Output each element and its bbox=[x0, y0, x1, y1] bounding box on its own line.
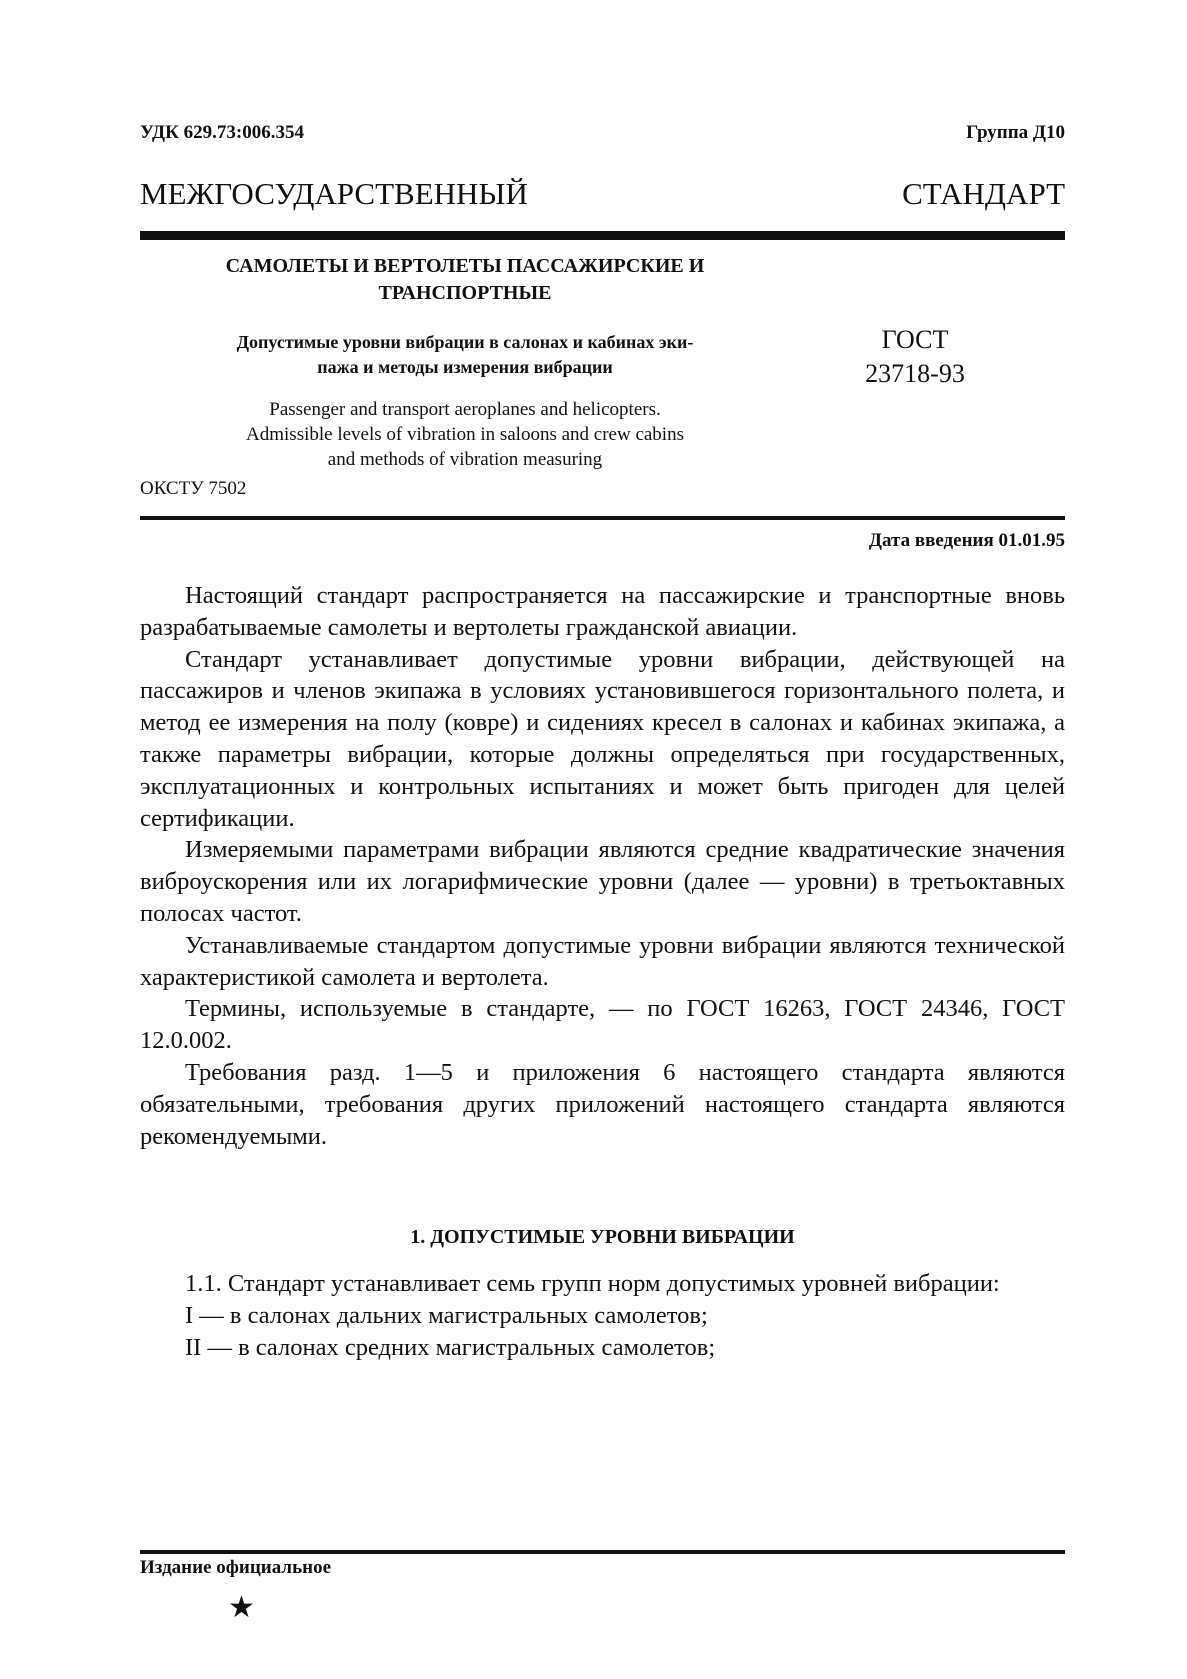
list-item: I — в салонах дальних магистральных самолетов; bbox=[185, 1301, 708, 1329]
paragraph: 1.1. Стандарт устанавливает семь групп норм допустимых уровней вибрации: bbox=[185, 1270, 1000, 1297]
paragraph: Термины, используемые в стандарте, — по ГОСТ 16263, ГОСТ 24346, ГОСТ 12.0.002. bbox=[140, 995, 1065, 1055]
introduction-date: Дата введения 01.01.95 bbox=[868, 530, 1065, 551]
english-title-line: Passenger and transport aeroplanes and helicopters. bbox=[269, 399, 661, 420]
standard-type-heading: МЕЖГОСУДАРСТВЕННЫЙ СТАНДАРТ bbox=[140, 176, 1065, 211]
english-title-line: and methods of vibration measuring bbox=[327, 449, 603, 470]
document-title bbox=[140, 253, 790, 307]
edition-label: Издание официальное bbox=[140, 1557, 332, 1578]
document-title-line: САМОЛЕТЫ И ВЕРТОЛЕТЫ ПАССАЖИРСКИЕ И bbox=[225, 255, 705, 277]
paragraph: Устанавливаемые стандартом допустимые уровни вибрации являются технической характеристикой самолета и вертолета. bbox=[140, 931, 1065, 991]
gost-number: 23718-93 bbox=[865, 359, 965, 388]
okstu-code: ОКСТУ 7502 bbox=[140, 478, 247, 499]
footer-divider bbox=[140, 1550, 1065, 1554]
gost-label: ГОСТ bbox=[881, 325, 949, 354]
paragraph: Стандарт устанавливает допустимые уровни вибрации, действующей на пассажиров и членов экипажа в условиях установившегося горизонтального полета, и метод ее измерения на полу (ковре) и сидениях кресел в салонах и кабинах экипажа, а также параметры вибрации, которые должны определяться при государственных, эксплуатационных и контрольных испытаниях и может быть пригоден для целей сертификации. bbox=[140, 645, 1065, 832]
body-text bbox=[140, 580, 1065, 1152]
paragraph: Измеряемыми параметрами вибрации являются средние квадратические значения виброускорения или их логарифмические уровни (далее — уровни) в третьоктавных полосах частот. bbox=[140, 836, 1065, 927]
english-title-line: Admissible levels of vibration in saloons and crew cabins bbox=[246, 424, 684, 445]
group-code: Группа Д10 bbox=[966, 122, 1065, 143]
section-text bbox=[140, 1268, 1065, 1363]
document-subtitle-line: Допустимые уровни вибрации в салонах и кабинах эки- bbox=[236, 332, 694, 352]
document-subtitle-line: пажа и методы измерения вибрации bbox=[317, 357, 613, 377]
paragraph: Требования разд. 1—5 и приложения 6 настоящего стандарта являются обязательными, требования других приложений настоящего стандарта являются рекомендуемыми. bbox=[140, 1058, 1065, 1150]
document-title-line: ТРАНСПОРТНЫЕ bbox=[378, 282, 552, 304]
paragraph: Настоящий стандарт распространяется на пассажирские и транспортные вновь разрабатываемые самолеты и вертолеты гражданской авиации. bbox=[140, 582, 1065, 641]
gost-designation bbox=[840, 323, 990, 391]
section-heading: 1. ДОПУСТИМЫЕ УРОВНИ ВИБРАЦИИ bbox=[410, 1226, 795, 1248]
english-title bbox=[140, 397, 790, 472]
list-item: II — в салонах средних магистральных самолетов; bbox=[185, 1333, 716, 1361]
title-divider bbox=[140, 516, 1065, 520]
udk-code: УДК 629.73:006.354 bbox=[140, 122, 304, 143]
star-icon: ★ bbox=[228, 1591, 255, 1624]
header-divider bbox=[140, 231, 1065, 240]
document-subtitle bbox=[140, 330, 790, 380]
